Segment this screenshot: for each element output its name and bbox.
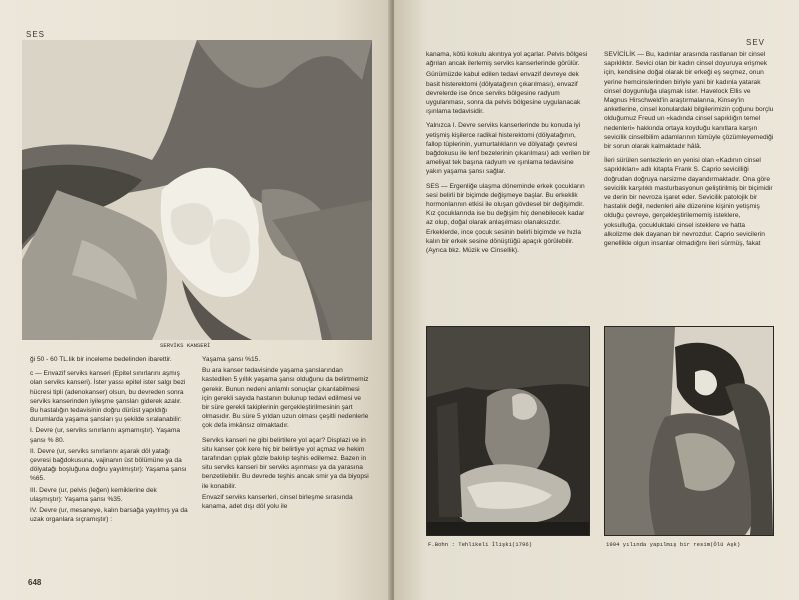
paragraph: SES — Ergenliğe ulaşma döneminde erkek çocukların sesi belirli bir biçimde değişmeye başlar. Bu erkeklik hormonlarının etkisi ile oluşan gövdesel bir değişimdir. Kız çocuklarında ise bu değişim hiç denebilecek kadar az olup, doğal olarak anlaşılması olanaksızdır. Erkeklerde, ince çocuk sesinin belirli biçimde ve hızla kalın bir erkek sesine dönüştüğü apaçık görülebilir. (Ayrıca bkz. Müzik ve Cinsellik). (426, 182, 585, 255)
right-column-1 (426, 50, 591, 257)
anatomy-drawing (22, 40, 372, 340)
left-column-1 (30, 355, 190, 526)
engraving-photo-1 (426, 326, 590, 536)
photo-caption-2: 1904 yılında yapılmış bir resim(Ölü Aşk) (606, 541, 741, 548)
left-page (0, 0, 392, 600)
paragraph: c — Envazif serviks kanseri (Epitel sınırlarını aşmış olan serviks kanseri). İster yassı epitel ister salgı bezi hücresi tipli (adenokanser) olsun, bu devreden sonra serviks kanserinden iyileşme şansları giderek azalır. Bu hastalığın tedavisinin doğru dürüst yapıldığı durumlarda yaşama şansları şu şekilde sıralanabilir: (30, 370, 186, 424)
paragraph: II. Devre (ur, serviks sınırlarını aşarak döl yatağı çevresi bağdokusuna, vajinanın üst bölümüne ya da dölyatağı boşluğuna doğru yayılmıştır): Yaşama şansı %65. (30, 447, 187, 483)
figure-caption: SERVİKS KANSERİ (160, 342, 211, 349)
left-page-header: SES (26, 30, 46, 39)
engraving-photo-2 (604, 326, 774, 536)
paragraph: İleri sürülen sentezlerin en yenisi olan «Kadının cinsel sapıklıkları» adlı kitapta Frank S. Caprio sevicilliği doğrudan doğruya narsizme dayandırmaktadır. Ona göre sevicilik karşılıklı masturbasyonun geliştirilmiş bir biçimidir ve derin bir nevroza işaret eder. Sevicilik patolojik bir hastalık değil, nedenleri aile düzenine kişinin yetişmiş olduğu çevreye, gerçekleştirilememiş isteklere, yoksulluğa, çocukluktaki cinsel isteklere ve hatta alkolizme dek dayanan bir nevrozdur. Caprio sevicilerin genellikle olgun insanlar olmadığını ileri sürmüş, fakat (604, 157, 773, 248)
paragraph: kanama, kötü kokulu akıntıya yol açarlar. Pelvis bölgesi ağrıları ancak ilerlemiş serviks kanserlerinde görülür. (426, 51, 588, 68)
paragraph: Yaşama şansı %15. (202, 356, 261, 363)
paragraph: Yalnızca I. Devre serviks kanserlerinde bu konuda iyi yetişmiş kişilerce radikal histerektomi (dölyatağının, fallop tüplerinin, yumurtalıkların ve dölyatağı çevresi bağdokusu ile lenf bezelerinin çıkarılması) adı verilen bir ameliyat tek başına radyum ve ışınlama tedavisine yakın yaşama şansı sağlar. (426, 122, 591, 176)
left-column-2 (202, 355, 370, 513)
engraving-image-2 (605, 327, 773, 535)
engraving-image-1 (427, 327, 589, 535)
photo-caption-1: F.Bohn : Tehlikeli İlişki(1796) (428, 541, 533, 548)
paragraph: Bu ara kanser tedavisinde yaşama şanslarından kastedilen 5 yıllık yaşama şansı olduğunu da belirtmemiz gerekir. Bunun nedeni anlamlı sonuçlar çıkarılabilmesi için gerekli sayıda hastanın bulunup tedavi edilmesi ve bir süre gerekli takiplerinin gerçekleştirilmesinin şart olmasıdır. Bu süre 5 yıldan uzun olması çeşitli nedenlerle çok defa imkânsız olmaktadır. (202, 367, 369, 430)
paragraph: I. Devre (ur, serviks sınırlarını aşmamıştır). Yaşama şansı % 80. (30, 427, 180, 444)
right-page-header: SEV (746, 38, 766, 47)
paragraph: Serviks kanseri ne gibi belirtilere yol açar? Displazi ve in situ kanser çok kere hiç bir belirtiye yol açmaz ve hekim tarafından çıplak gözle bakılıp teşhis edilemez. Bazen in situ serviks kanseri bir serviks aşınması ya da yarasına benzetilebilir. Bu devrede teşhis ancak smir ya da biyopsi ile konabilir. (202, 436, 369, 490)
paragraph: Günümüzde kabul edilen tedavi envazif devreye dek basit histerektomi (dölyatağının çıkarılması), envazif devrelerde ise önce serviks bölgesine radyum uygulanması, sonra da pelvis bölgesine uygulanacak ışınlama tedavisidir. (426, 71, 581, 116)
page-number: 648 (28, 578, 42, 587)
serviks-illustration (22, 40, 372, 340)
right-page (394, 0, 799, 600)
paragraph: ği 50 - 60 TL.lik bir inceleme bedelinden ibarettir. (30, 356, 172, 363)
paragraph: III. Devre (ur, pelvis (leğen) kemiklerine dek ulaşmıştır): Yaşama şansı %35. (30, 486, 157, 503)
paragraph: SEVİCİLİK — Bu, kadınlar arasında rastlanan bir cinsel sapıklıktır. Sevici olan bir kadın cinsel doyuruya erişmek için, kendisine doğal olarak bir erkeği eş seçmez, onun yerine hemcinslerinden biriyle yani bir kadınla yatarak cinsel doygunluğa ulaşmak ister. Havelock Ellis ve Magnus Hirschweld'in araştırmalarına, Kinsey'in anketlerine, cinsel konulardaki bilgilerimizin çoğunu borçlu olduğumuz Freud un «kadında cinsel sapıklığın temel nedenleri» hakkında ortaya koyduğu kanıtlara karşın sevicilik cinselbilim adamlarının tümüyle çözümleyemediği bir sorun olarak kalmaktadır hâlâ. (604, 51, 774, 151)
paragraph: Envazif serviks kanserleri, cinsel birleşme sırasında kanama, adet dışı döl yolu ile (202, 493, 353, 511)
paragraph: IV. Devre (ur, mesaneye, kalın barsağa yayılmış ya da uzak organlara sıçramıştır) : (30, 507, 188, 524)
right-column-2 (604, 50, 774, 250)
